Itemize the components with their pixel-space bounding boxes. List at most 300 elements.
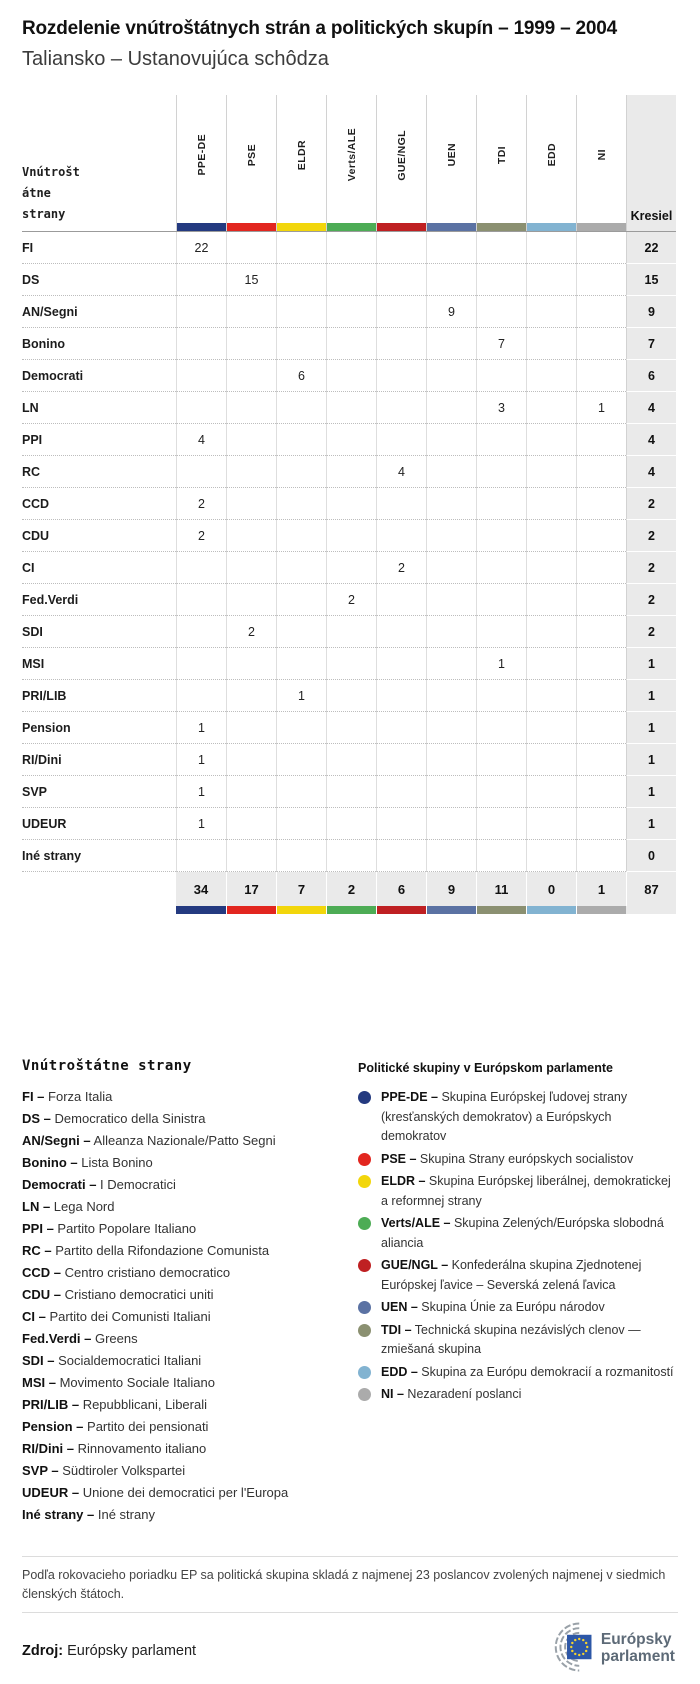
legend-group-item bbox=[358, 1298, 678, 1318]
legend-party-item: SVP – Südtiroler Volkspartei bbox=[22, 1463, 186, 1478]
seat-cell bbox=[276, 840, 326, 872]
seat-cell bbox=[526, 648, 576, 680]
seat-cell bbox=[326, 520, 376, 552]
row-header-line: strany bbox=[22, 207, 66, 221]
table-row bbox=[22, 424, 676, 456]
column-header-label: PPE-DE bbox=[195, 134, 208, 176]
seat-cell bbox=[576, 520, 626, 552]
logo-text-line2: parlament bbox=[600, 1648, 675, 1666]
seat-cell bbox=[526, 584, 576, 616]
legend-party-item: Iné strany – Iné strany bbox=[22, 1507, 155, 1522]
seat-cell bbox=[426, 744, 476, 776]
seat-cell bbox=[226, 488, 276, 520]
column-header-label: EDD bbox=[545, 143, 558, 167]
seat-cell: 2 bbox=[326, 584, 376, 616]
seat-cell bbox=[226, 424, 276, 456]
seat-cell bbox=[376, 328, 426, 360]
row-header-cell bbox=[22, 95, 176, 231]
seat-cell bbox=[426, 840, 476, 872]
seat-cell bbox=[326, 392, 376, 424]
table-row bbox=[22, 552, 676, 584]
seat-cell: 2 bbox=[176, 488, 226, 520]
seats-table bbox=[22, 95, 676, 914]
seat-cell: 1 bbox=[476, 648, 526, 680]
row-total-cell: 6 bbox=[626, 360, 676, 392]
seat-cell bbox=[276, 328, 326, 360]
legend-party-item: PPI – Partito Popolare Italiano bbox=[22, 1221, 197, 1236]
seat-cell bbox=[226, 296, 276, 328]
seat-cell bbox=[326, 776, 376, 808]
seat-cell: 1 bbox=[576, 392, 626, 424]
legend-party-item: RC – Partito della Rifondazione Comunista bbox=[22, 1243, 270, 1258]
legend-group-item bbox=[358, 1172, 678, 1211]
row-label: Fed.Verdi bbox=[22, 584, 176, 616]
source-value: Európsky parlament bbox=[67, 1643, 197, 1659]
seat-cell bbox=[376, 584, 426, 616]
column-header-label: PSE bbox=[245, 143, 258, 167]
seat-cell bbox=[526, 424, 576, 456]
seat-cell bbox=[326, 264, 376, 296]
seat-cell: 1 bbox=[176, 808, 226, 840]
seat-cell bbox=[476, 712, 526, 744]
bottom-bar-spacer bbox=[22, 906, 176, 914]
seat-cell bbox=[326, 552, 376, 584]
legend-group-item bbox=[358, 1363, 678, 1383]
seat-cell bbox=[226, 776, 276, 808]
seat-cell bbox=[276, 424, 326, 456]
row-label: FI bbox=[22, 232, 176, 264]
table-row bbox=[22, 680, 676, 712]
table-row bbox=[22, 520, 676, 552]
legend-group-dot bbox=[358, 1366, 371, 1379]
seat-cell bbox=[326, 296, 376, 328]
legend-group-dot bbox=[358, 1324, 371, 1337]
table-row bbox=[22, 648, 676, 680]
column-header-cell bbox=[426, 95, 476, 231]
seat-cell bbox=[326, 424, 376, 456]
seat-cell bbox=[576, 296, 626, 328]
legend-group-abbr: TDI – bbox=[381, 1322, 412, 1337]
row-label: CDU bbox=[22, 520, 176, 552]
totals-row bbox=[22, 872, 676, 906]
seat-cell bbox=[276, 584, 326, 616]
seat-cell bbox=[576, 328, 626, 360]
seat-cell bbox=[226, 712, 276, 744]
legend-section bbox=[22, 1058, 678, 1526]
row-total-cell: 4 bbox=[626, 456, 676, 488]
table-row bbox=[22, 712, 676, 744]
seat-cell bbox=[476, 680, 526, 712]
column-total-cell: 7 bbox=[276, 872, 326, 906]
table-row bbox=[22, 360, 676, 392]
row-total-cell: 2 bbox=[626, 488, 676, 520]
seat-cell bbox=[376, 424, 426, 456]
row-label: RI/Dini bbox=[22, 744, 176, 776]
eu-star bbox=[585, 1650, 587, 1652]
column-header-label: UEN bbox=[445, 143, 458, 167]
seat-cell: 2 bbox=[226, 616, 276, 648]
legend-party-abbr: UDEUR – bbox=[22, 1485, 80, 1500]
seat-cell bbox=[476, 488, 526, 520]
legend-party-abbr: DS – bbox=[22, 1111, 51, 1126]
seat-cell bbox=[576, 552, 626, 584]
seat-cell bbox=[326, 648, 376, 680]
political-groups-legend bbox=[358, 1058, 678, 1526]
column-total-cell: 6 bbox=[376, 872, 426, 906]
column-header-cell bbox=[576, 95, 626, 231]
column-header-cell bbox=[276, 95, 326, 231]
seat-cell bbox=[426, 456, 476, 488]
legend-party-abbr: PPI – bbox=[22, 1221, 54, 1236]
legend-party-abbr: CI – bbox=[22, 1309, 46, 1324]
column-color-bar bbox=[377, 223, 426, 231]
legend-group-item bbox=[358, 1321, 678, 1360]
seat-cell bbox=[226, 552, 276, 584]
column-header-cell bbox=[326, 95, 376, 231]
seat-cell bbox=[376, 808, 426, 840]
seat-cell bbox=[426, 264, 476, 296]
seat-cell bbox=[326, 744, 376, 776]
eu-star bbox=[582, 1653, 584, 1655]
seat-cell bbox=[376, 744, 426, 776]
seat-cell bbox=[376, 488, 426, 520]
legend-group-item bbox=[358, 1150, 678, 1170]
row-label: DS bbox=[22, 264, 176, 296]
seat-cell bbox=[176, 840, 226, 872]
seat-cell bbox=[576, 360, 626, 392]
seat-cell bbox=[326, 680, 376, 712]
row-label: UDEUR bbox=[22, 808, 176, 840]
row-header-line: Vnútrošt bbox=[22, 165, 80, 179]
seat-cell bbox=[226, 392, 276, 424]
seat-cell bbox=[276, 488, 326, 520]
eu-star bbox=[571, 1650, 573, 1652]
seat-cell: 2 bbox=[176, 520, 226, 552]
seat-cell bbox=[526, 392, 576, 424]
seat-cell bbox=[576, 840, 626, 872]
totals-spacer bbox=[22, 872, 176, 906]
seat-cell bbox=[376, 776, 426, 808]
seat-cell bbox=[326, 232, 376, 264]
eu-star bbox=[570, 1646, 572, 1648]
table-row bbox=[22, 808, 676, 840]
seat-cell bbox=[476, 232, 526, 264]
legend-group-abbr: ELDR – bbox=[381, 1174, 426, 1188]
column-color-bar bbox=[577, 223, 626, 231]
seat-cell: 22 bbox=[176, 232, 226, 264]
column-color-bar bbox=[427, 223, 476, 231]
seat-cell bbox=[176, 264, 226, 296]
row-header-line: átne bbox=[22, 186, 51, 200]
seat-cell bbox=[526, 264, 576, 296]
legend-party-abbr: CDU – bbox=[22, 1287, 62, 1302]
column-color-bar bbox=[477, 223, 526, 231]
seat-cell bbox=[426, 424, 476, 456]
seat-cell bbox=[526, 712, 576, 744]
seat-cell bbox=[376, 264, 426, 296]
seat-cell bbox=[276, 648, 326, 680]
seat-cell: 4 bbox=[376, 456, 426, 488]
seat-cell bbox=[276, 552, 326, 584]
row-total-cell: 4 bbox=[626, 424, 676, 456]
seat-cell bbox=[376, 232, 426, 264]
legend-party-abbr: Iné strany – bbox=[22, 1507, 95, 1522]
legend-group-abbr: PPE-DE – bbox=[381, 1090, 438, 1104]
row-total-cell: 1 bbox=[626, 776, 676, 808]
row-total-cell: 7 bbox=[626, 328, 676, 360]
legend-group-item bbox=[358, 1385, 678, 1405]
legend-party-abbr: CCD – bbox=[22, 1265, 62, 1280]
legend-party-item: MSI – Movimento Sociale Italiano bbox=[22, 1375, 215, 1390]
seat-cell bbox=[476, 744, 526, 776]
legend-party-abbr: Pension – bbox=[22, 1419, 84, 1434]
legend-group-abbr: Verts/ALE – bbox=[381, 1216, 451, 1230]
seat-cell bbox=[526, 232, 576, 264]
table-row bbox=[22, 776, 676, 808]
seat-cell bbox=[576, 680, 626, 712]
eu-star bbox=[586, 1646, 588, 1648]
seat-cell bbox=[326, 328, 376, 360]
legend-group-text: GUE/NGL – Konfederálna skupina Zjednotenej Európskej ľavice – Severská zelená ľavica bbox=[381, 1258, 642, 1292]
legend-party-item: PRI/LIB – Repubblicani, Liberali bbox=[22, 1397, 207, 1412]
legend-party-abbr: AN/Segni – bbox=[22, 1133, 91, 1148]
seat-cell bbox=[526, 488, 576, 520]
seat-cell bbox=[376, 296, 426, 328]
seat-cell bbox=[576, 808, 626, 840]
seat-cell bbox=[426, 232, 476, 264]
table-row bbox=[22, 328, 676, 360]
seat-cell bbox=[526, 840, 576, 872]
bottom-color-bar-segment bbox=[426, 906, 476, 914]
legend-party-item: LN – Lega Nord bbox=[22, 1199, 115, 1214]
seats-column-label: Kresiel bbox=[630, 209, 673, 223]
seat-cell bbox=[276, 232, 326, 264]
seat-cell bbox=[276, 744, 326, 776]
table-row bbox=[22, 488, 676, 520]
row-label: AN/Segni bbox=[22, 296, 176, 328]
seat-cell bbox=[476, 296, 526, 328]
seat-cell bbox=[376, 520, 426, 552]
seat-cell bbox=[226, 744, 276, 776]
seat-cell bbox=[176, 648, 226, 680]
seat-cell: 15 bbox=[226, 264, 276, 296]
seat-cell bbox=[276, 456, 326, 488]
legend-group-text: NI – Nezaradení poslanci bbox=[381, 1387, 522, 1401]
seat-cell bbox=[426, 360, 476, 392]
table-body bbox=[22, 232, 676, 872]
legend-party-abbr: Democrati – bbox=[22, 1177, 97, 1192]
seat-cell bbox=[476, 264, 526, 296]
legend-group-text: EDD – Skupina za Európu demokracií a rozmanitostí bbox=[381, 1364, 674, 1379]
column-header-cell bbox=[526, 95, 576, 231]
seat-cell bbox=[326, 360, 376, 392]
seat-cell bbox=[276, 616, 326, 648]
legend-group-abbr: PSE – bbox=[381, 1151, 417, 1166]
seat-cell bbox=[276, 296, 326, 328]
column-header-cell bbox=[176, 95, 226, 231]
legend-party-item: Fed.Verdi – Greens bbox=[22, 1331, 138, 1346]
source-text bbox=[22, 1643, 196, 1659]
seat-cell bbox=[576, 456, 626, 488]
row-total-cell: 15 bbox=[626, 264, 676, 296]
legend-party-item: DS – Democratico della Sinistra bbox=[22, 1111, 206, 1126]
seat-cell bbox=[176, 680, 226, 712]
column-total-cell: 11 bbox=[476, 872, 526, 906]
seat-cell bbox=[326, 616, 376, 648]
eu-star bbox=[571, 1642, 573, 1644]
legend-party-item: CI – Partito dei Comunisti Italiani bbox=[22, 1309, 211, 1324]
seat-cell bbox=[526, 680, 576, 712]
seat-cell bbox=[376, 616, 426, 648]
table-row bbox=[22, 840, 676, 872]
seat-cell bbox=[226, 328, 276, 360]
seat-cell bbox=[226, 648, 276, 680]
seat-cell bbox=[526, 456, 576, 488]
seat-cell: 6 bbox=[276, 360, 326, 392]
seat-cell bbox=[526, 616, 576, 648]
seat-cell bbox=[376, 680, 426, 712]
bottom-bar-seat-spacer bbox=[626, 906, 676, 914]
table-row bbox=[22, 456, 676, 488]
group-column-headers bbox=[176, 95, 626, 231]
row-total-cell: 1 bbox=[626, 648, 676, 680]
legend-group-dot bbox=[358, 1388, 371, 1401]
legend-group-abbr: UEN – bbox=[381, 1300, 418, 1314]
seat-cell bbox=[226, 456, 276, 488]
seat-cell bbox=[276, 264, 326, 296]
seat-cell bbox=[476, 520, 526, 552]
seat-cell bbox=[326, 712, 376, 744]
legend-party-item: FI – Forza Italia bbox=[22, 1089, 113, 1104]
seat-cell bbox=[526, 360, 576, 392]
footnote: Podľa rokovacieho poriadku EP sa politická skupina skladá z najmenej 23 poslancov zvolených najmenej v siedmich členských štátoch. bbox=[22, 1556, 678, 1613]
seat-cell bbox=[476, 552, 526, 584]
legend-party-item: Bonino – Lista Bonino bbox=[22, 1155, 153, 1170]
seat-cell bbox=[426, 392, 476, 424]
legend-group-text: PPE-DE – Skupina Európskej ľudovej strany (kresťanských demokratov) a Európskych demokratov bbox=[381, 1090, 628, 1143]
row-label: MSI bbox=[22, 648, 176, 680]
seat-cell: 1 bbox=[176, 776, 226, 808]
seat-cell bbox=[226, 520, 276, 552]
eu-star bbox=[574, 1653, 576, 1655]
legend-group-text: ELDR – Skupina Európskej liberálnej, demokratickej a reformnej strany bbox=[381, 1174, 671, 1208]
column-header-cell bbox=[476, 95, 526, 231]
row-total-cell: 1 bbox=[626, 744, 676, 776]
row-total-cell: 1 bbox=[626, 712, 676, 744]
legend-party-abbr: Fed.Verdi – bbox=[22, 1331, 92, 1346]
row-total-cell: 2 bbox=[626, 616, 676, 648]
seat-cell bbox=[576, 584, 626, 616]
seat-cell bbox=[426, 584, 476, 616]
column-color-bar bbox=[277, 223, 326, 231]
legend-party-abbr: LN – bbox=[22, 1199, 51, 1214]
bottom-color-bar bbox=[22, 906, 676, 914]
seat-cell: 1 bbox=[176, 712, 226, 744]
column-total-cell: 2 bbox=[326, 872, 376, 906]
legend-party-abbr: PRI/LIB – bbox=[22, 1397, 80, 1412]
legend-group-dot bbox=[358, 1301, 371, 1314]
table-row bbox=[22, 392, 676, 424]
seat-cell bbox=[526, 520, 576, 552]
row-total-cell: 2 bbox=[626, 520, 676, 552]
legend-group-abbr: NI – bbox=[381, 1387, 404, 1401]
row-label: Iné strany bbox=[22, 840, 176, 872]
seat-cell bbox=[476, 360, 526, 392]
national-parties-legend bbox=[22, 1058, 358, 1526]
column-total-cell: 34 bbox=[176, 872, 226, 906]
seat-cell bbox=[526, 552, 576, 584]
legend-party-item: CCD – Centro cristiano democratico bbox=[22, 1265, 231, 1280]
seat-cell bbox=[576, 488, 626, 520]
seat-cell bbox=[576, 264, 626, 296]
row-total-cell: 4 bbox=[626, 392, 676, 424]
seat-cell bbox=[276, 520, 326, 552]
seat-cell bbox=[476, 584, 526, 616]
legend-group-dot bbox=[358, 1175, 371, 1188]
legend-party-abbr: Bonino – bbox=[22, 1155, 78, 1170]
column-header-label: ELDR bbox=[295, 139, 308, 171]
legend-party-abbr: RC – bbox=[22, 1243, 52, 1258]
legend-group-abbr: GUE/NGL – bbox=[381, 1258, 449, 1272]
seat-cell bbox=[426, 648, 476, 680]
seat-cell bbox=[226, 680, 276, 712]
column-header-label: NI bbox=[595, 149, 608, 161]
seat-cell bbox=[176, 392, 226, 424]
political-groups-list bbox=[358, 1088, 678, 1405]
eu-star bbox=[578, 1638, 580, 1640]
seat-cell bbox=[226, 584, 276, 616]
legend-party-abbr: SVP – bbox=[22, 1463, 59, 1478]
seat-cell bbox=[176, 456, 226, 488]
seats-header-cell bbox=[626, 95, 676, 231]
seat-cell bbox=[176, 552, 226, 584]
row-total-cell: 9 bbox=[626, 296, 676, 328]
legend-group-item bbox=[358, 1214, 678, 1253]
eu-star bbox=[574, 1639, 576, 1641]
seat-cell bbox=[176, 328, 226, 360]
seat-cell bbox=[476, 840, 526, 872]
seat-cell bbox=[226, 360, 276, 392]
legend-party-abbr: FI – bbox=[22, 1089, 45, 1104]
seat-cell bbox=[326, 840, 376, 872]
legend-group-text: Verts/ALE – Skupina Zelených/Európska slobodná aliancia bbox=[381, 1216, 664, 1250]
seat-cell bbox=[426, 776, 476, 808]
table-row bbox=[22, 616, 676, 648]
grand-total-cell: 87 bbox=[626, 872, 676, 906]
ep-logo bbox=[520, 1621, 678, 1673]
seat-cell bbox=[376, 360, 426, 392]
row-label: SDI bbox=[22, 616, 176, 648]
seat-cell bbox=[426, 328, 476, 360]
legend-group-dot bbox=[358, 1217, 371, 1230]
seat-cell bbox=[326, 808, 376, 840]
legend-group-item bbox=[358, 1088, 678, 1147]
row-total-cell: 0 bbox=[626, 840, 676, 872]
seat-cell bbox=[426, 488, 476, 520]
seat-cell bbox=[476, 616, 526, 648]
seat-cell bbox=[526, 328, 576, 360]
eu-star bbox=[585, 1642, 587, 1644]
seat-cell bbox=[526, 776, 576, 808]
column-color-bar bbox=[177, 223, 226, 231]
row-label: CI bbox=[22, 552, 176, 584]
legend-party-abbr: SDI – bbox=[22, 1353, 55, 1368]
row-total-cell: 2 bbox=[626, 552, 676, 584]
bottom-color-bar-segment bbox=[526, 906, 576, 914]
seat-cell bbox=[276, 776, 326, 808]
seat-cell bbox=[176, 360, 226, 392]
row-label: PPI bbox=[22, 424, 176, 456]
